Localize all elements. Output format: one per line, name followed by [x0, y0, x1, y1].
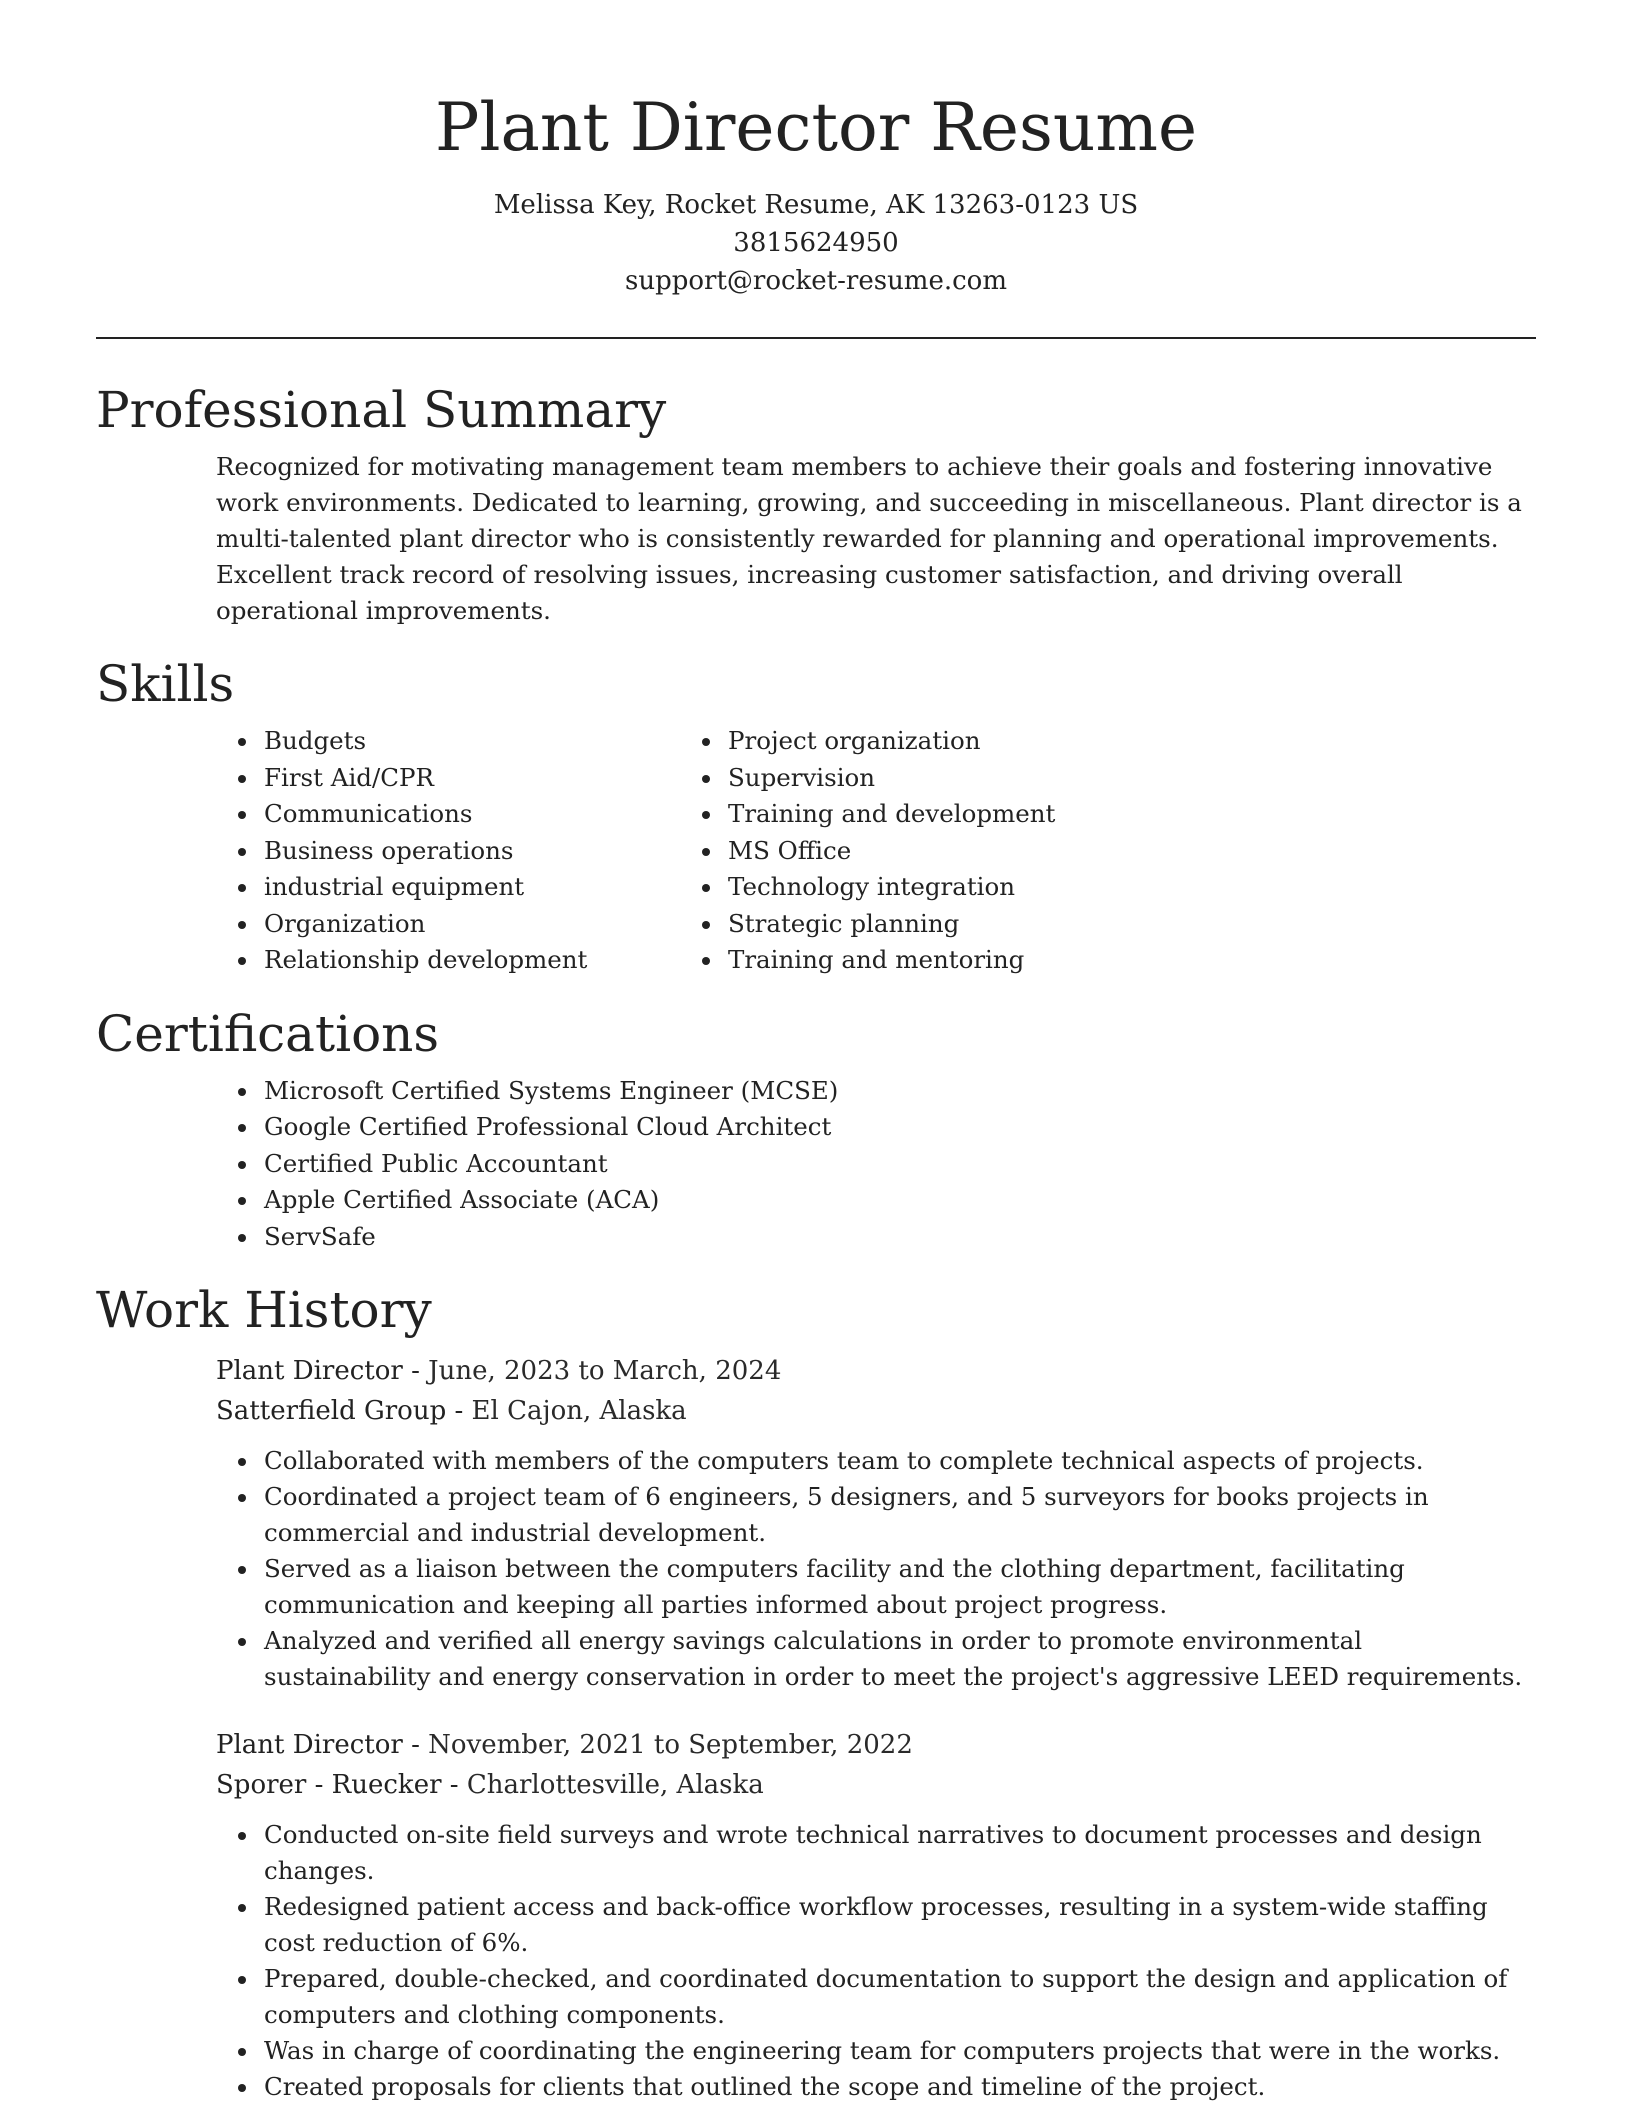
certification-item: • ServSafe [260, 1219, 1536, 1256]
resume-page [96, 0, 1536, 2105]
job-bullet: • Created proposals for clients that outlined the scope and timeline of the project. [260, 2069, 1536, 2105]
skill-item: • Relationship development [260, 942, 746, 979]
job-title: Plant Director [216, 1356, 403, 1386]
page-title: Plant Director Resume [434, 89, 1198, 166]
certifications-heading: Certifications [96, 1004, 440, 1063]
skills-columns [96, 723, 1536, 979]
separator: - [402, 1356, 429, 1386]
skill-item: • Technology integration [724, 869, 1374, 906]
skill-item: • Supervision [724, 760, 1374, 797]
skill-item: • Project organization [724, 723, 1374, 760]
skills-heading: Skills [96, 655, 235, 713]
skills-section [96, 649, 1536, 979]
skill-item: • Budgets [260, 723, 746, 760]
separator: - [441, 1770, 467, 1800]
certification-item: • Apple Certified Associate (ACA) [260, 1182, 1536, 1219]
certification-item: • Certified Public Accountant [260, 1146, 1536, 1183]
contact-phone: 3815624950 [733, 228, 899, 258]
certifications-list [96, 1073, 1536, 1256]
job-bullets [216, 1817, 1536, 2105]
skill-item: • Training and mentoring [724, 942, 1374, 979]
job-entry [216, 1351, 1536, 1695]
job-bullet: • Served as a liaison between the computers facility and the clothing department, facilitating communication and keeping all parties informed about project progress. [260, 1551, 1536, 1623]
skill-item: • First Aid/CPR [260, 760, 746, 797]
job-dates: June, 2023 to March, 2024 [428, 1356, 782, 1386]
skills-list-right [724, 723, 1374, 979]
summary-section [96, 375, 1536, 629]
job-bullet: • Prepared, double-checked, and coordinated documentation to support the design and application of computers and clothing components. [260, 1961, 1536, 2033]
contact-address: Melissa Key, Rocket Resume, AK 13263-0123 US [493, 190, 1139, 220]
job-bullet: • Collaborated with members of the computers team to complete technical aspects of projects. [260, 1443, 1536, 1479]
contact-email: support@rocket-resume.com [624, 266, 1007, 296]
job-title: Plant Director [216, 1730, 403, 1760]
summary-heading: Professional Summary [96, 381, 667, 439]
certifications-section [96, 999, 1536, 1256]
skill-item: • Organization [260, 906, 746, 943]
skill-item: • Communications [260, 796, 746, 833]
skill-item: • Training and development [724, 796, 1374, 833]
job-location: Charlottesville, Alaska [466, 1770, 764, 1800]
separator: - [402, 1730, 429, 1760]
certification-item: • Google Certified Professional Cloud Architect [260, 1109, 1536, 1146]
job-bullet: • Analyzed and verified all energy savings calculations in order to promote environmental sustainability and energy conservation in order to meet the project's aggressive LEED requirements. [260, 1623, 1536, 1695]
job-company-line [216, 1765, 1536, 1805]
skills-list-left [96, 723, 746, 979]
job-location: El Cajon, Alaska [471, 1396, 687, 1426]
job-bullets [216, 1443, 1536, 1695]
separator: - [446, 1396, 472, 1426]
job-company: Satterfield Group [216, 1396, 447, 1426]
summary-text: Recognized for motivating management team members to achieve their goals and fostering innovative work environments. Dedicated to learning, growing, and succeeding in miscellaneous. Plant director is a multi-talented plant director who is consistently rewarded for planning and operational improvements. Excellent track record of resolving issues, increasing customer satisfaction, and driving overall operational improvements. [216, 452, 1522, 625]
job-company-line [216, 1391, 1536, 1431]
skill-item: • industrial equipment [260, 869, 746, 906]
job-bullet: • Conducted on-site field surveys and wrote technical narratives to document processes and design changes. [260, 1817, 1536, 1889]
work-history-section [96, 1275, 1536, 2105]
skill-item: • Strategic planning [724, 906, 1374, 943]
job-title-line [216, 1351, 1536, 1391]
skill-item: • MS Office [724, 833, 1374, 870]
job-entry [216, 1725, 1536, 2105]
job-bullet: • Redesigned patient access and back-office workflow processes, resulting in a system-wide staffing cost reduction of 6%. [260, 1889, 1536, 1961]
header-divider [96, 337, 1536, 339]
certification-item: • Microsoft Certified Systems Engineer (MCSE) [260, 1073, 1536, 1110]
job-bullet: • Was in charge of coordinating the engineering team for computers projects that were in the works. [260, 2033, 1536, 2069]
work-history-heading: Work History [96, 1281, 432, 1339]
job-bullet: • Coordinated a project team of 6 engineers, 5 designers, and 5 surveyors for books projects in commercial and industrial development. [260, 1479, 1536, 1551]
job-title-line [216, 1725, 1536, 1765]
job-dates: November, 2021 to September, 2022 [428, 1730, 913, 1760]
job-company: Sporer - Ruecker [216, 1770, 442, 1800]
skill-item: • Business operations [260, 833, 746, 870]
contact-block [96, 186, 1536, 300]
